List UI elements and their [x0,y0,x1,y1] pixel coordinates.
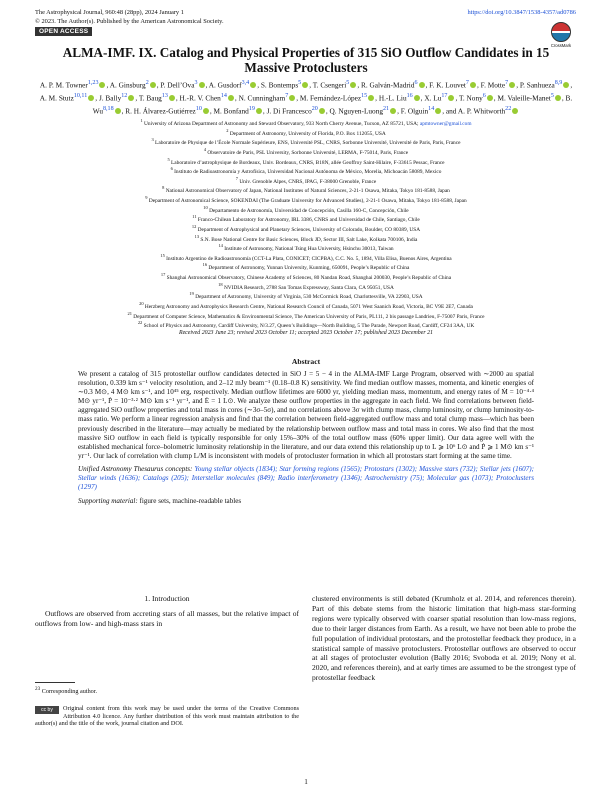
affiliation [22,282,590,292]
author-affiliation-marker[interactable]: 12 [121,93,128,100]
affiliation-number: 12 [191,223,197,229]
license-text: Original content from this work may be used under the terms of the Creative Commons Attribution 4.0 licence. Any further distribution of this work must maintain attribution to the author(s) and the title of the work, journal citation and DOI. [35,705,299,728]
author-name: T. Nony [458,93,483,103]
affiliation-text: School of Physics and Astronomy, Cardiff University, N/3.27, Queen’s Buildings—North Building, 5 The Parade, Newport Road, Cardiff, CF24 3AA, UK [142,322,475,329]
uat-label: Unified Astronomy Thesaurus concepts: [78,464,193,473]
author-affiliation-marker[interactable]: 22 [505,106,512,113]
author-separator: , [516,80,520,90]
author-affiliation-marker[interactable]: 19 [248,106,255,113]
footnote [35,686,299,695]
author-name: A. Ginsburg [109,80,146,90]
orcid-icon[interactable] [203,108,209,114]
affiliation-number: 13 [194,233,200,239]
author-name: J. Di Francesco [266,106,312,116]
author-affiliation-marker[interactable]: 16 [406,93,413,100]
affiliation-number: 15 [160,252,165,258]
author-name: A. Gusdorf [208,80,242,90]
author-affiliation-marker[interactable]: 2 [145,80,149,86]
affiliation-text: Instituto Argentino de Radioastronomía (CCT-La Plata, CONICET; CICPBA), C.C. No. 5, 1894, Villa Elisa, Buenos Aires, Argentina [164,255,452,262]
author-separator: , [493,93,498,103]
author-separator: , [262,106,267,116]
affiliation [22,234,590,244]
author-separator: , [425,80,430,90]
orcid-icon[interactable] [88,95,94,101]
affiliation-text: Laboratoire d’astrophysique de Bordeaux, Univ. Bordeaux, CNRS, B18N, allée Geoffroy Saint-Hilaire, F-33615 Pessac, France [169,159,445,166]
affiliation [22,118,590,128]
orcid-icon[interactable] [199,82,205,88]
author-name: T. Csengeri [312,80,347,90]
affiliation-number: 20 [139,300,144,306]
affiliation-number: 9 [145,195,148,200]
affiliation-text: Department of Astronomy, University of Virginia, 530 McCormick Road, Charlottesville, VA 22903, USA [193,294,423,301]
orcid-icon[interactable] [470,82,476,88]
supporting-label: Supporting material: [78,497,138,506]
author-affiliation-marker[interactable]: 8,18 [103,106,114,113]
affiliation-list [22,118,590,337]
author-list [36,78,576,117]
affiliation-number: 3 [151,137,154,143]
author-affiliation-marker[interactable]: 3,4 [241,80,250,86]
affiliation-number: 5 [167,156,170,162]
orcid-icon[interactable] [128,95,134,101]
orcid-icon[interactable] [289,95,295,101]
orcid-icon[interactable] [319,108,325,114]
orcid-icon[interactable] [228,95,234,101]
orcid-icon[interactable] [435,108,441,114]
orcid-icon[interactable] [555,95,561,101]
orcid-icon[interactable] [368,95,374,101]
crossmark-icon [551,22,571,42]
supporting-material [78,497,534,506]
affiliation [22,301,590,311]
abstract-text: We present a catalog of 315 protostellar outflow candidates detected in SiO J = 5 − 4 in the ALMA-IMF Large Program, observed with ∼2000 au spatial resolution, 0.339 km s⁻¹ velocity resolution, and 2–12 mJy beam⁻¹ (0.18–0.8 K) sensitivity. We find median outflow masses, momenta, and kinetic energies of ∼0.3 M⊙, 4 M⊙ km s⁻¹, and 10⁴⁵ erg, respectively. Median outflow lifetimes are 6000 yr, yielding median mass, momentum, and energy rates of Ṁ = 10⁻⁴·⁴ M⊙ yr⁻¹, Ṗ = 10⁻³·² M⊙ km s⁻¹ yr⁻¹, and Ė = 1 L⊙. We analyze these outflow properties in the aggregate in each field. We find correlations between field-aggregated SiO outflow properties and total mass in cores (∼3σ–5σ), and no correlations above 3σ with clump mass, clump luminosity, or clump luminosity-to-mass ratio. We perform a linear regression analysis and find that the correlation between field-aggregated outflow mass and total clump mass—which has been previously described in the literature—may actually be mediated by the relationship between outflow mass and total mass in cores. We also find that the most massive SiO outflow in each field is typically responsible for only 15%–30% of the total outflow mass (60% upper limit). Our data agree well with the established mechanical force–bolometric luminosity relationship in the literature, and our data extend this relationship up to L ⩾ 10⁶ L⊙ and Ṗ ⩾ 1 M⊙ km s⁻¹ yr⁻¹. Our lack of correlation with clump L/M is inconsistent with models of protocluster formation in which all protostars start forming at the same time. [78,370,534,460]
orcid-icon[interactable] [448,95,454,101]
author-affiliation-marker[interactable]: 6 [482,93,486,100]
affiliation-text: Department of Astrophysical and Planetary Sciences, University of Colorado, Boulder, CO 80389, USA [196,226,421,233]
doi-link[interactable]: https://doi.org/10.3847/1538-4357/ad0786 [467,9,576,16]
author-name: A. P. M. Towner [39,80,88,90]
orcid-icon[interactable] [169,95,175,101]
intro-paragraph-left: Outflows are observed from accreting stars of all masses, but the relative impact of outflows from low- and high-mass stars in [35,608,299,628]
body-column-right [312,594,576,683]
author-name: R. H. Álvarez-Gutiérrez [125,106,196,116]
orcid-icon[interactable] [115,108,121,114]
affiliation-number: 2 [226,127,229,133]
author-separator: , [121,106,126,116]
author-separator: , [296,93,300,103]
affiliation [22,195,590,205]
author-name: T. Baug [138,93,162,103]
author-name: N. Cunningham [238,93,286,103]
journal-citation: The Astrophysical Journal, 960:48 (28pp), 2024 January 1 [35,9,184,16]
author-separator: , [156,80,161,90]
author-name: J. Bally [98,93,122,103]
affiliation-text: Department of Astronomy, University of Florida, P.O. Box 112055, USA [228,130,386,137]
orcid-icon[interactable] [150,82,156,88]
author-name: A. P. Whitworth [457,106,506,116]
affiliation-number: 21 [127,310,132,316]
paper-title: ALMA-IMF. IX. Catalog and Physical Properties of 315 SiO Outflow Candidates in 15 Massive Protoclusters [62,45,550,75]
author-name: P. Dell’Ova [160,80,195,90]
affiliation-text: S.N. Bose National Centre for Basic Sciences, Block JD, Sector III, Salt Lake, Kolkata 700106, India [199,236,418,243]
author-affiliation-marker[interactable]: 14 [428,106,435,113]
affiliation-number: 8 [162,185,165,191]
affiliation [22,137,590,147]
affiliation-number: 11 [192,214,197,220]
orcid-icon[interactable] [250,82,256,88]
author-affiliation-marker[interactable]: 20 [311,106,318,113]
author-separator: , [561,93,566,103]
author-separator: , [106,80,110,90]
footnote-marker: 23 [35,686,41,692]
affiliation-text: Institute of Astronomy, National Tsing Hua University, Hsinchu 30013, Taiwan [222,245,394,252]
affiliation-text: University of Arizona Department of Astronomy and Steward Observatory, 933 North Cherry Avenue, Tucson, AZ 85721, USA; [142,120,419,127]
affiliation-text: Shanghai Astronomical Observatory, Chinese Academy of Sciences, 80 Nandan Road, Shanghai 200030, People’s Republic of China [165,274,452,281]
license-notice [35,705,299,728]
affiliation-text: NVIDIA Research, 2788 San Tomas Expressway, Santa Clara, CA 95051, USA [222,284,394,291]
affiliation-text: Franco-Chilean Laboratory for Astronomy, IRL 3386, CNRS and Universidad de Chile, Santiago, Chile [196,217,420,224]
cc-by-icon[interactable]: cc by [35,706,59,714]
affiliation [22,176,590,186]
affiliation [22,291,590,301]
affiliation-text: Department of Astronomy, Yunnan University, Kunming, 650091, People’s Republic of China [207,265,410,272]
affiliation-number: 10 [203,204,208,210]
author-affiliation-marker[interactable]: 5 [298,80,302,86]
crossmark-label: CrossMark [550,43,572,48]
author-affiliation-marker[interactable]: 1,23 [87,80,99,86]
uat-terms[interactable]: Young stellar objects (1834); Star forming regions (1565); Protostars (1302); Massive stars (732); Stellar jets (1607); Stellar winds (1636); Catalogs (205); Interstellar molecules (849); Radio interferometry (1346); Astrochemistry (75); Molecular gas (1073); Protoclusters (1297) [78,464,534,492]
supporting-text: figure sets, machine-readable tables [139,497,242,506]
orcid-icon[interactable] [414,95,420,101]
affiliation-number: 22 [137,320,143,326]
author-affiliation-marker[interactable]: 6 [414,80,418,86]
author-affiliation-marker[interactable]: 7 [465,80,469,86]
author-name: A. M. Stutz [39,93,74,103]
affiliation [22,157,590,167]
affiliation [22,262,590,272]
orcid-icon[interactable] [512,108,518,114]
author-separator: , [95,93,99,103]
author-separator: , [325,106,330,116]
affiliation-number: 6 [170,166,173,172]
affiliation-text: Departamento de Astronomía, Universidad de Concepción, Casilla 160-C, Concepción, Chile [207,207,409,214]
orcid-icon[interactable] [563,82,569,88]
author-affiliation-marker[interactable]: 21 [383,106,390,113]
affiliation-number: 17 [160,272,166,277]
orcid-icon[interactable] [419,82,425,88]
affiliation-text: Laboratoire de Physique de l’École Normale Supérieure, ENS, Université PSL, CNRS, Sorbonne Université, Université de Paris, Paris, France [153,140,461,147]
affiliation [22,166,590,176]
author-name: B. Wu [92,93,573,116]
affiliation-number: 19 [189,291,194,297]
author-name: X. Lu [424,93,442,103]
abstract-heading: Abstract [291,357,321,366]
author-separator: , [175,93,180,103]
affiliation-text: Herzberg Astronomy and Astrophysics Research Centre, National Research Council of Canada, 5071 West Saanich Road, Victoria, BC V9E 2E7, Canada [143,303,473,310]
affiliation [22,243,590,253]
author-name: M. Fernández-López [299,93,362,103]
footnote-text: Corresponding author. [41,688,98,696]
author-name: F. K. Louvet [429,80,466,90]
author-separator: , [205,80,209,90]
author-name: R. Galván-Madrid [360,80,415,90]
author-name: F. Motte [480,80,506,90]
author-affiliation-marker[interactable]: 5 [550,93,554,100]
author-separator: , [455,93,459,103]
affiliation [22,320,590,330]
affiliation-number: 1 [140,118,143,123]
author-separator: , [209,106,214,116]
open-access-badge: OPEN ACCESS [35,27,92,36]
affiliation [22,311,590,321]
affiliation-text: Department of Astronomical Science, SOKENDAI (The Graduate University for Advanced Studies), 2-21-1 Osawa, Mitaka, Tokyo 181-8588, Japan [147,197,467,204]
author-affiliation-marker[interactable]: 3 [194,80,198,86]
author-separator: , [257,80,261,90]
author-name: H.-R. V. Chen [179,93,221,103]
affiliation [22,205,590,215]
author-affiliation-marker[interactable]: 10,11 [73,93,88,100]
intro-paragraph-right: clustered environments is still debated (Krumholz et al. 2014, and references therein). Part of this debate stems from the historic limitation that high-mass star-forming regions were typically observed with coarser spatial resolution than low-mass regions, due to their larger distances from Earth. As a result, we have not been able to probe the full population of individual protostars, and the protostellar feedback they produce, in a statistical sample of massive protoclusters. Protostellar outflows are observed to occur at all stages of protocluster evolution (Bally 2016; Svoboda et al. 2019; Nony et al. 2020, and references therein), and at early times are assumed to be the strongest type of protostellar feedback [312,594,576,683]
author-separator: , and [442,106,458,116]
author-affiliation-marker[interactable]: 17 [441,93,448,100]
orcid-icon[interactable] [256,108,262,114]
author-affiliation-marker[interactable]: 10 [195,106,202,113]
author-name: Q. Nguyen-Luong [329,106,384,116]
affiliation [22,253,590,263]
orcid-icon[interactable] [390,108,396,114]
body-column-left [35,594,299,629]
author-separator: , [234,93,239,103]
author-name: M. Valeille-Manet [497,93,551,103]
author-name: F. Olguin [400,106,429,116]
email-link[interactable]: apmtowner@gmail.com [418,120,472,127]
affiliation [22,272,590,282]
author-separator: , [570,80,573,90]
author-affiliation-marker[interactable]: 14 [220,93,227,100]
author-separator: , [357,80,361,90]
uat-concepts [78,465,534,492]
author-separator: , [375,93,379,103]
orcid-icon[interactable] [487,95,493,101]
copyright-line: © 2023. The Author(s). Published by the American Astronomical Society. [35,18,224,25]
orcid-icon[interactable] [99,82,105,88]
affiliation-number: 4 [203,146,207,152]
author-separator: , [397,106,401,116]
affiliation-number: 7 [235,175,238,181]
author-separator: , [420,93,425,103]
running-header-right [467,8,576,17]
affiliation-text: Instituto de Radioastronomía y Astrofísica, Universidad Nacional Autónoma de México, Morelia, Michoacán 58089, Mexico [172,168,442,175]
running-header-left [35,8,224,26]
affiliation [22,214,590,224]
received-dates: Received 2023 June 23; revised 2023 October 11; accepted 2023 October 17; published 2023 December 21 [178,329,434,336]
affiliation-text: Observatoire de Paris, PSL University, Sorbonne Université, LERMA, F-75014, Paris, France [206,149,409,156]
abstract-block [78,370,534,506]
affiliation-number: 16 [202,262,208,268]
author-affiliation-marker[interactable]: 15 [361,93,368,100]
orcid-icon[interactable] [350,82,356,88]
affiliation-text: National Astronomical Observatory of Japan, National Institutes of Natural Sciences, 2-21-1 Osawa, Mitaka, Tokyo 181-8588, Japan [164,188,450,195]
author-separator: , [309,80,313,90]
affiliation-text: Univ. Grenoble Alpes, CNRS, IPAG, F-38000 Grenoble, France [237,178,377,185]
footnote-rule [35,682,75,683]
affiliation-number: 18 [218,281,223,287]
author-affiliation-marker[interactable]: 13 [161,93,168,100]
author-affiliation-marker[interactable]: 7 [285,93,289,100]
affiliation [22,128,590,138]
author-affiliation-marker[interactable]: 8,9 [554,80,563,86]
affiliation [22,147,590,157]
author-separator: , [135,93,139,103]
affiliation [22,185,590,195]
author-affiliation-marker[interactable]: 7 [505,80,509,86]
page-number: 1 [304,778,308,786]
affiliation-text: Department of Computer Science, Mathematics & Environmental Science, The American University of Paris, PL111, 2 bis passage Landrieu, F-75007 Paris, France [131,313,485,320]
author-affiliation-marker[interactable]: 5 [346,80,350,86]
orcid-icon[interactable] [302,82,308,88]
author-name: H.-L. Liu [378,93,407,103]
section-heading-introduction: 1. Introduction [144,594,190,603]
author-name: S. Bontemps [260,80,299,90]
author-name: M. Bonfand [213,106,249,116]
author-name: P. Sanhueza [519,80,555,90]
affiliation [22,224,590,234]
orcid-icon[interactable] [509,82,515,88]
affiliation-number: 14 [218,243,223,249]
author-separator: , [476,80,481,90]
